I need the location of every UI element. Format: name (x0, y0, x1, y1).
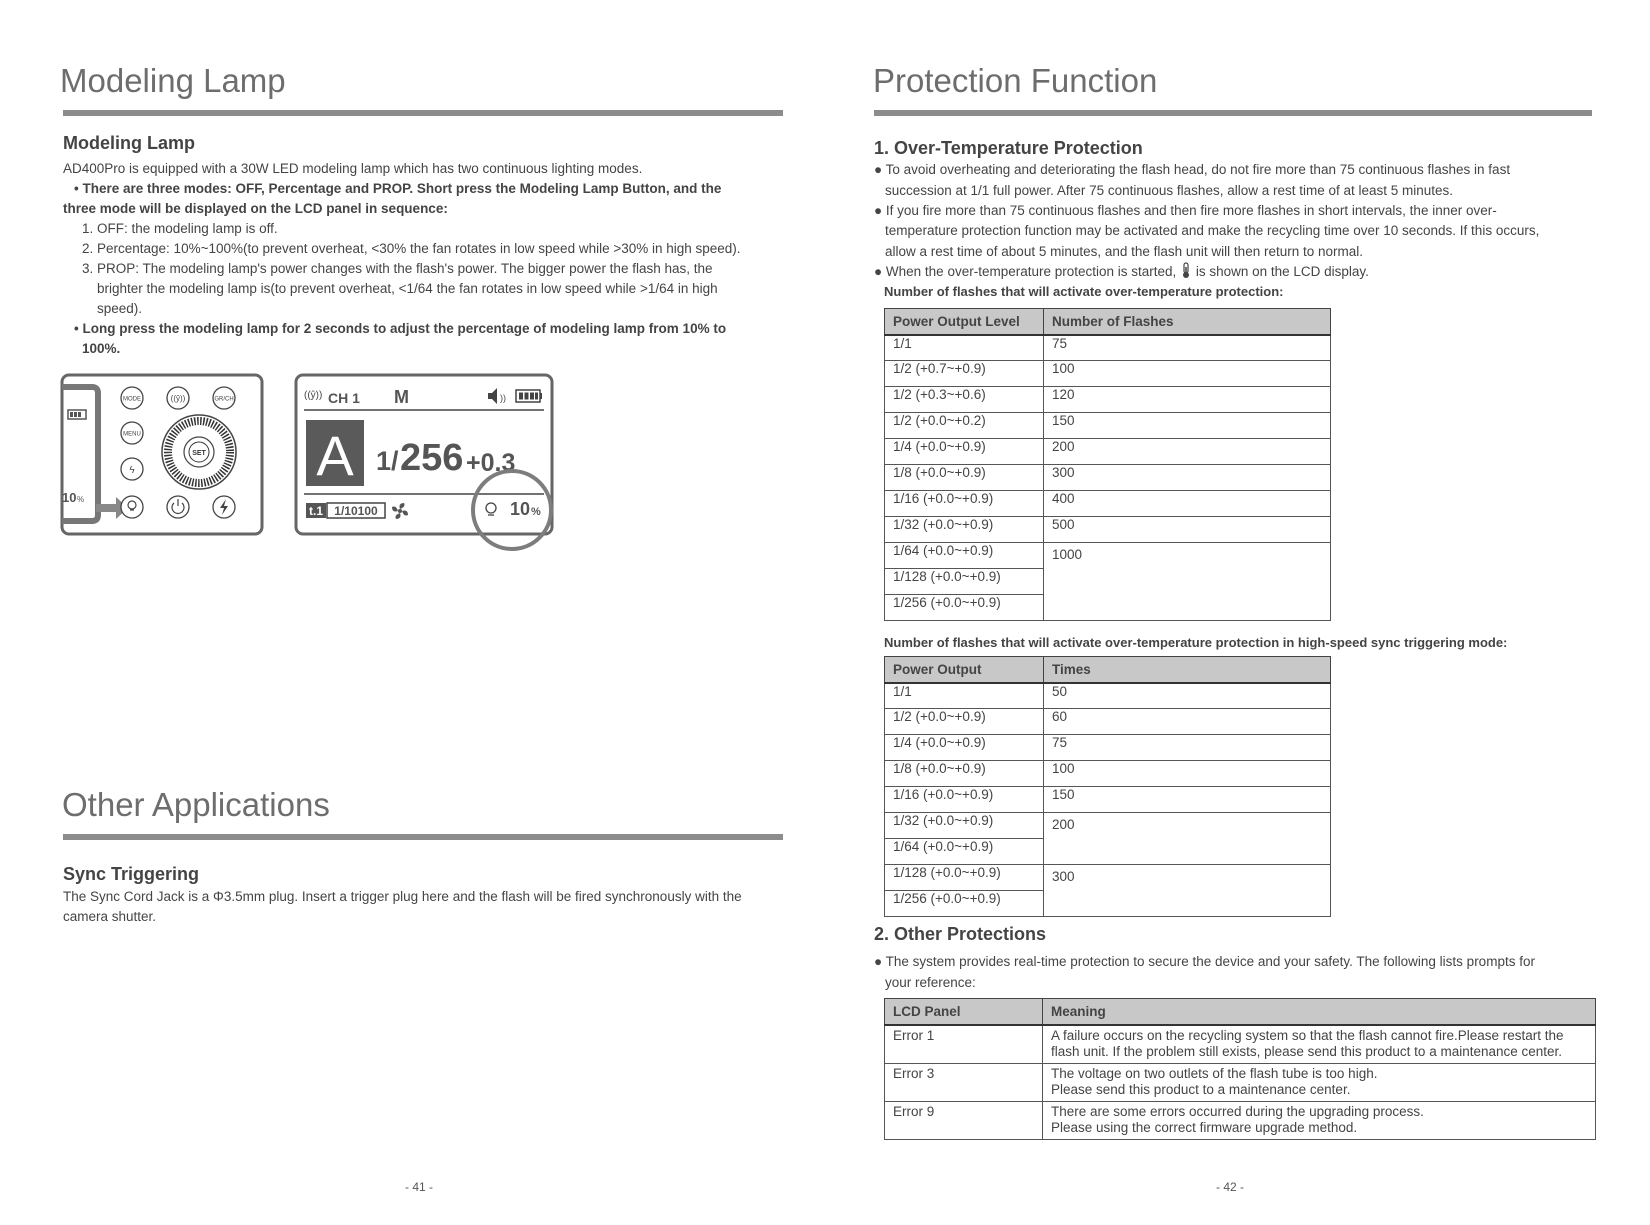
ot-bullet3-before: ● When the over-temperature protection is started, (874, 264, 1177, 279)
set-button: SET (192, 450, 206, 457)
section-title-modeling-lamp: Modeling Lamp (63, 133, 195, 153)
table-row: 1/2 (+0.3~+0.6) 120 (885, 387, 1331, 413)
list-item-prop-line3: speed). (97, 301, 143, 316)
ot-bullet2-line2: temperature protection function may be activated and make the recycling time over 10 seconds. If this occurs, (885, 223, 1540, 238)
list-item-percentage: 2. Percentage: 10%~100%(to prevent overheat, <30% the fan rotates in low speed while >30% in high speed). (82, 241, 741, 256)
table-header: Power Output (885, 657, 1044, 683)
section-title-other-protections: 2. Other Protections (874, 924, 1047, 944)
table-row: 1/2 (+0.7~+0.9) 100 (885, 361, 1331, 387)
intro-text: AD400Pro is equipped with a 30W LED modeling lamp which has two continuous lighting modes. (63, 161, 643, 176)
table-header: LCD Panel (885, 999, 1043, 1025)
svg-text:GR/CH: GR/CH (214, 396, 234, 403)
title-divider (874, 110, 1592, 116)
svg-text:MODE: MODE (123, 396, 141, 403)
lcd-power-main: 256 (400, 437, 464, 479)
table-row: 1/1 75 (885, 335, 1331, 361)
table-row: 1/4 (+0.0~+0.9) 200 (885, 439, 1331, 465)
table-row: 1/16 (+0.0~+0.9) 400 (885, 491, 1331, 517)
section-title-over-temperature: 1. Over-Temperature Protection (874, 138, 1143, 158)
ot-bullet1-line2: succession at 1/1 full power. After 75 continuous flashes, allow a rest time of at least 5 minutes. (885, 183, 1454, 198)
page-title-protection-function: Protection Function (873, 62, 1158, 99)
page-title-other-applications: Other Applications (62, 786, 330, 823)
list-item-prop-line2: brighter the modeling lamp is(to prevent overheat, <1/64 the fan rotates in low speed while >1/64 in high (97, 281, 718, 296)
wireless-icon: ((ŷ)) (304, 390, 323, 401)
side-level-pct: % (77, 495, 85, 504)
table-row: 1/32 (+0.0~+0.9) 500 (885, 517, 1331, 543)
ot-bullet2-line1: ● If you fire more than 75 continuous flashes and then fire more flashes in short intervals, the inner over- (874, 203, 1497, 218)
op-text-line1: ● The system provides real-time protection to secure the device and your safety. The following lists prompts for (874, 954, 1535, 969)
sync-text-line2: camera shutter. (63, 909, 157, 924)
thermometer-icon (1181, 262, 1191, 279)
ot-bullet3-after: is shown on the LCD display. (1195, 264, 1369, 279)
table-header: Number of Flashes (1044, 309, 1331, 335)
table-row: Error 1 A failure occurs on the recycling system so that the flash cannot fire.Please restart the flash unit. If the problem still exists, please send this product to a maintenance center. (885, 1025, 1596, 1064)
ot-bullet2-line3: allow a rest time of about 5 minutes, and the flash unit will then return to normal. (885, 244, 1363, 259)
table-row: 1/64 (+0.0~+0.9) (885, 839, 1331, 865)
bullet-modes-line2: three mode will be displayed on the LCD panel in sequence: (63, 201, 448, 216)
svg-text:MENU: MENU (123, 431, 141, 438)
bullet-modes-line1: • There are three modes: OFF, Percentage and PROP. Short press the Modeling Lamp Button, and the (74, 181, 722, 196)
title-divider (63, 834, 783, 840)
table-row: 1/2 (+0.0~+0.9) 60 (885, 709, 1331, 735)
table-row: Error 9 There are some errors occurred during the upgrading process. Please using the correct firmware upgrade method. (885, 1101, 1596, 1139)
side-level-value: 10 (62, 490, 77, 505)
bullet-long-press-line2: 100%. (82, 341, 121, 356)
ot-bullet1-line1: ● To avoid overheating and deteriorating the flash head, do not fire more than 75 continuous flashes in fast (874, 162, 1511, 177)
lcd-lamp-level: 10 (510, 499, 531, 519)
table-row: 1/8 (+0.0~+0.9) 300 (885, 465, 1331, 491)
lcd-group: A (316, 424, 354, 487)
title-divider (63, 110, 783, 116)
page-title-modeling-lamp: Modeling Lamp (60, 62, 286, 99)
table2-caption: Number of flashes that will activate over-temperature protection in high-speed sync triggering mode: (884, 635, 1508, 650)
table-row: 1/128 (+0.0~+0.9) (885, 569, 1331, 595)
high-speed-sync-table (884, 656, 1331, 917)
table1-caption: Number of flashes that will activate over-temperature protection: (884, 284, 1284, 299)
lcd-illustration (294, 373, 556, 558)
table-row: 1/16 (+0.0~+0.9) 150 (885, 787, 1331, 813)
table-row: 1/256 (+0.0~+0.9) (885, 891, 1331, 917)
lcd-lamp-pct: % (531, 506, 541, 518)
control-panel-illustration (60, 373, 266, 538)
table-row: 1/8 (+0.0~+0.9) 100 (885, 761, 1331, 787)
list-item-prop-line1: 3. PROP: The modeling lamp's power changes with the flash's power. The bigger power the flash has, the (82, 261, 713, 276)
table-row: 1/4 (+0.0~+0.9) 75 (885, 735, 1331, 761)
ot-bullet3 (874, 262, 1369, 282)
table-header: Power Output Level (885, 309, 1044, 335)
error-code-table (884, 998, 1596, 1140)
lcd-mode: M (394, 387, 409, 407)
svg-text:ϟ: ϟ (129, 465, 135, 476)
table-row: 1/32 (+0.0~+0.9) 200 (885, 813, 1331, 839)
lcd-power-prefix: 1/ (376, 446, 399, 476)
table-row: 1/64 (+0.0~+0.9) 1000 (885, 543, 1331, 569)
lcd-channel: CH 1 (328, 390, 360, 406)
table-row: 1/2 (+0.0~+0.2) 150 (885, 413, 1331, 439)
svg-text:)): )) (500, 393, 506, 403)
table-row: 1/128 (+0.0~+0.9) 300 (885, 865, 1331, 891)
table-row: Error 3 The voltage on two outlets of the flash tube is too high. Please send this product to a maintenance center. (885, 1063, 1596, 1101)
table-header: Times (1044, 657, 1331, 683)
sync-text-line1: The Sync Cord Jack is a Φ3.5mm plug. Insert a trigger plug here and the flash will be fired synchronously with the (63, 889, 742, 904)
list-item-off: 1. OFF: the modeling lamp is off. (82, 221, 278, 236)
table-row: 1/256 (+0.0~+0.9) (885, 595, 1331, 621)
lcd-t-value: 1/10100 (334, 504, 378, 518)
op-text-line2: your reference: (885, 975, 976, 990)
bullet-long-press-line1: • Long press the modeling lamp for 2 seconds to adjust the percentage of modeling lamp from 10% to (74, 321, 727, 336)
table-header: Meaning (1043, 999, 1596, 1025)
lcd-power-ev: +0.3 (466, 449, 516, 477)
svg-text:((ŷ)): ((ŷ)) (170, 394, 186, 403)
page-number-right: - 42 - (1216, 1180, 1245, 1194)
page-number-left: - 41 - (405, 1180, 434, 1194)
lcd-t-label: t.1 (308, 504, 324, 518)
over-temperature-table (884, 308, 1331, 621)
table-row: 1/1 50 (885, 683, 1331, 709)
section-title-sync-triggering: Sync Triggering (63, 864, 200, 884)
modeling-lamp-button (121, 496, 143, 518)
